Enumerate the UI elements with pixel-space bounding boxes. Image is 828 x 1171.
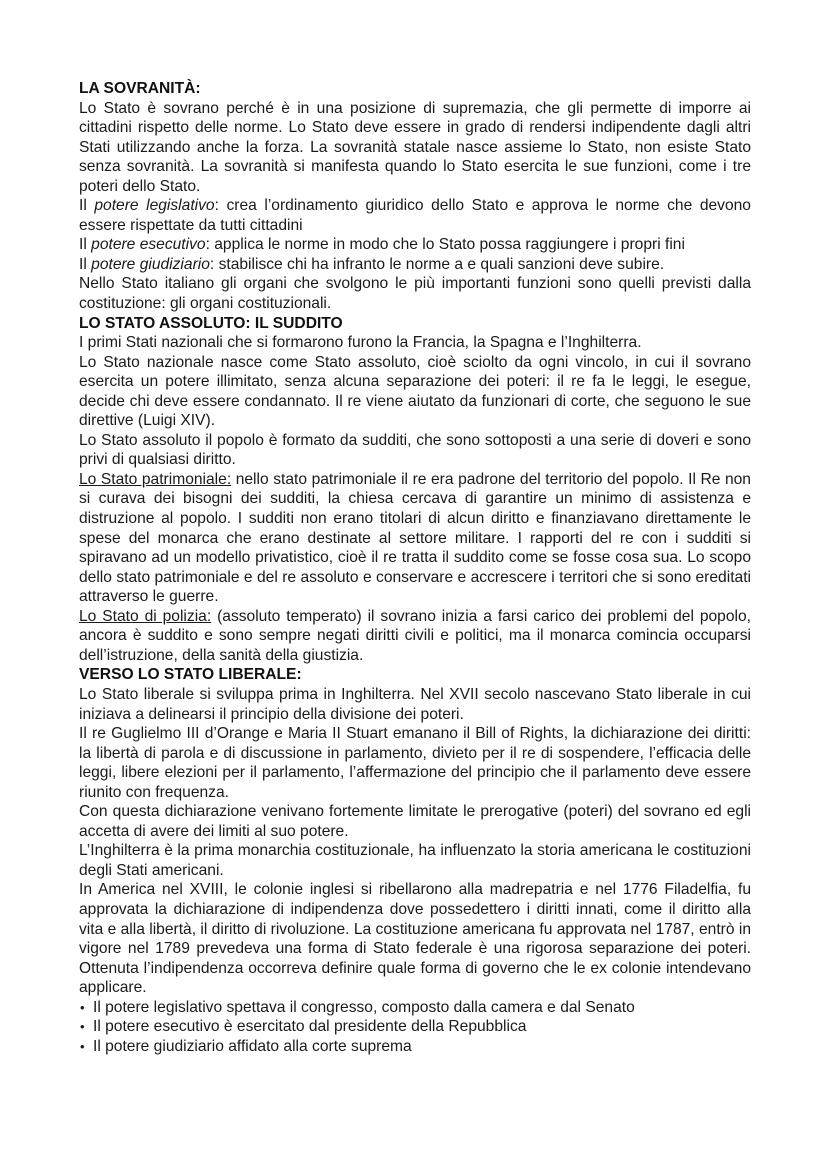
paragraph: In America nel XVIII, le colonie inglesi si ribellarono alla madrepatria e nel 1776 Filadelfia, fu approvata la dichiarazione di indipendenza dove possedettero i diritti innati, come il diritto alla vita e alla libertà, il diritto di rivoluzione. La costituzione americana fu approvata nel 1787, entrò in vigore nel 1789 prevedeva una forma di Stato federale è una rigorosa separazione dei poteri. Ottenuta l’indipendenza occorreva definire quale forma di governo che le ex colonie intendevano applicare. bbox=[79, 881, 751, 997]
power-giudiziario bbox=[79, 255, 751, 275]
paragraph: Lo Stato liberale si sviluppa prima in Inghilterra. Nel XVII secolo nascevano Stato liberale in cui iniziava a delinearsi il principio della divisione dei poteri. bbox=[79, 685, 751, 723]
section-stato-liberale bbox=[79, 665, 751, 1056]
bullet-item: • Il potere esecutivo è esercitato dal presidente della Repubblica bbox=[79, 1017, 751, 1037]
power-esecutivo bbox=[79, 235, 751, 255]
paragraph: L’Inghilterra è la prima monarchia costituzionale, ha influenzato la storia americana le costituzioni degli Stati americani. bbox=[79, 842, 751, 879]
paragraph: Il re Guglielmo III d’Orange e Maria II Stuart emanano il Bill of Rights, la dichiarazione dei diritti: la libertà di parola e di discussione in parlamento, divieto per il re di sospendere, l’efficacia delle leggi, libere elezioni per il parlamento, l’affermazione del principio che il parlamento deve essere riunito con frequenza. bbox=[79, 725, 751, 801]
subsection-text: nello stato patrimoniale il re era padrone del territorio del popolo. Il Re non si curava dei bisogni dei sudditi, la chiesa cercava di garantire un minimo di assistenza e distruzione al popolo. I sudditi non erano titolari di alcun diritto e finanziavano direttamente le spese del monarca che erano destinate al settore militare. I rapporti del re con i sudditi si spiravano ad un modello privatistico, cioè il re tratta il suddito come se fosse cosa sua. Lo scopo dello stato patrimoniale e del re assoluto e conservare e accrescere i territori che si sono ereditati attraverso le guerre. bbox=[79, 470, 751, 606]
power-legislativo bbox=[79, 196, 751, 235]
bullet-item: • Il potere giudiziario affidato alla corte suprema bbox=[79, 1037, 751, 1057]
section-heading: VERSO LO STATO LIBERALE: bbox=[79, 666, 302, 684]
subsection-text: (assoluto temperato) il sovrano inizia a farsi carico dei problemi del popolo, ancora è suddito e sono sempre negati diritti civili e politici, ma il monarca comincia occuparsi dell’istruzione, della sanità della giustizia. bbox=[79, 607, 751, 664]
power-prefix: Il bbox=[79, 255, 92, 273]
power-term: potere giudiziario bbox=[91, 255, 210, 273]
power-term: potere esecutivo bbox=[91, 236, 206, 254]
paragraph: Nello Stato italiano gli organi che svolgono le più importanti funzioni sono quelli previsti dalla costituzione: gli organi costituzionali. bbox=[79, 275, 751, 313]
power-text: : applica le norme in modo che lo Stato possa raggiungere i propri fini bbox=[205, 236, 685, 254]
section-sovranita bbox=[79, 79, 751, 314]
paragraph: I primi Stati nazionali che si formarono furono la Francia, la Spagna e l’Inghilterra. bbox=[79, 334, 642, 352]
section-stato-assoluto bbox=[79, 314, 751, 666]
power-prefix: Il bbox=[79, 236, 92, 254]
bullet-item: • Il potere legislativo spettava il congresso, composto dalla camera e dal Senato bbox=[79, 998, 751, 1018]
document-page bbox=[79, 79, 751, 1056]
power-prefix: Il bbox=[79, 197, 95, 215]
subsection-label: Lo Stato di polizia: bbox=[79, 607, 212, 625]
power-text: : stabilisce chi ha infranto le norme a e quali sanzioni deve subire. bbox=[209, 255, 665, 273]
paragraph: Con questa dichiarazione venivano fortemente limitate le prerogative (poteri) del sovrano ed egli accetta di avere dei limiti al suo potere. bbox=[79, 803, 751, 840]
paragraph: Lo Stato nazionale nasce come Stato assoluto, cioè sciolto da ogni vincolo, in cui il sovrano esercita un potere illimitato, senza alcuna separazione dei poteri: il re fa le leggi, le esegue, decide chi deve essere condannato. Il re viene aiutato da funzionari di corte, che seguono le sue direttive (Luigi XIV). bbox=[79, 353, 751, 430]
subsection-polizia bbox=[79, 607, 751, 666]
subsection-patrimoniale bbox=[79, 470, 751, 607]
paragraph: Lo Stato è sovrano perché è in una posizione di supremazia, che gli permette di imporre ai cittadini rispetto delle norme. Lo Stato deve essere in grado di rendersi indipendente dagli altri Stati utilizzando anche la forza. La sovranità statale nasce assieme lo Stato, non esiste Stato senza sovranità. La sovranità si manifesta quando lo Stato esercita le sue funzioni, come i tre poteri dello Stato. bbox=[79, 99, 751, 195]
bullet-list bbox=[79, 998, 751, 1057]
section-heading: LO STATO ASSOLUTO: IL SUDDITO bbox=[79, 314, 343, 332]
paragraph: Lo Stato assoluto il popolo è formato da sudditi, che sono sottoposti a una serie di doveri e sono privi di qualsiasi diritto. bbox=[79, 431, 751, 469]
section-heading: LA SOVRANITÀ: bbox=[79, 80, 201, 97]
subsection-label: Lo Stato patrimoniale: bbox=[79, 470, 232, 488]
power-term: potere legislativo bbox=[94, 197, 215, 215]
power-text: : crea l’ordinamento giuridico dello Stato e approva le norme che devono essere rispettate da tutti cittadini bbox=[79, 197, 751, 234]
